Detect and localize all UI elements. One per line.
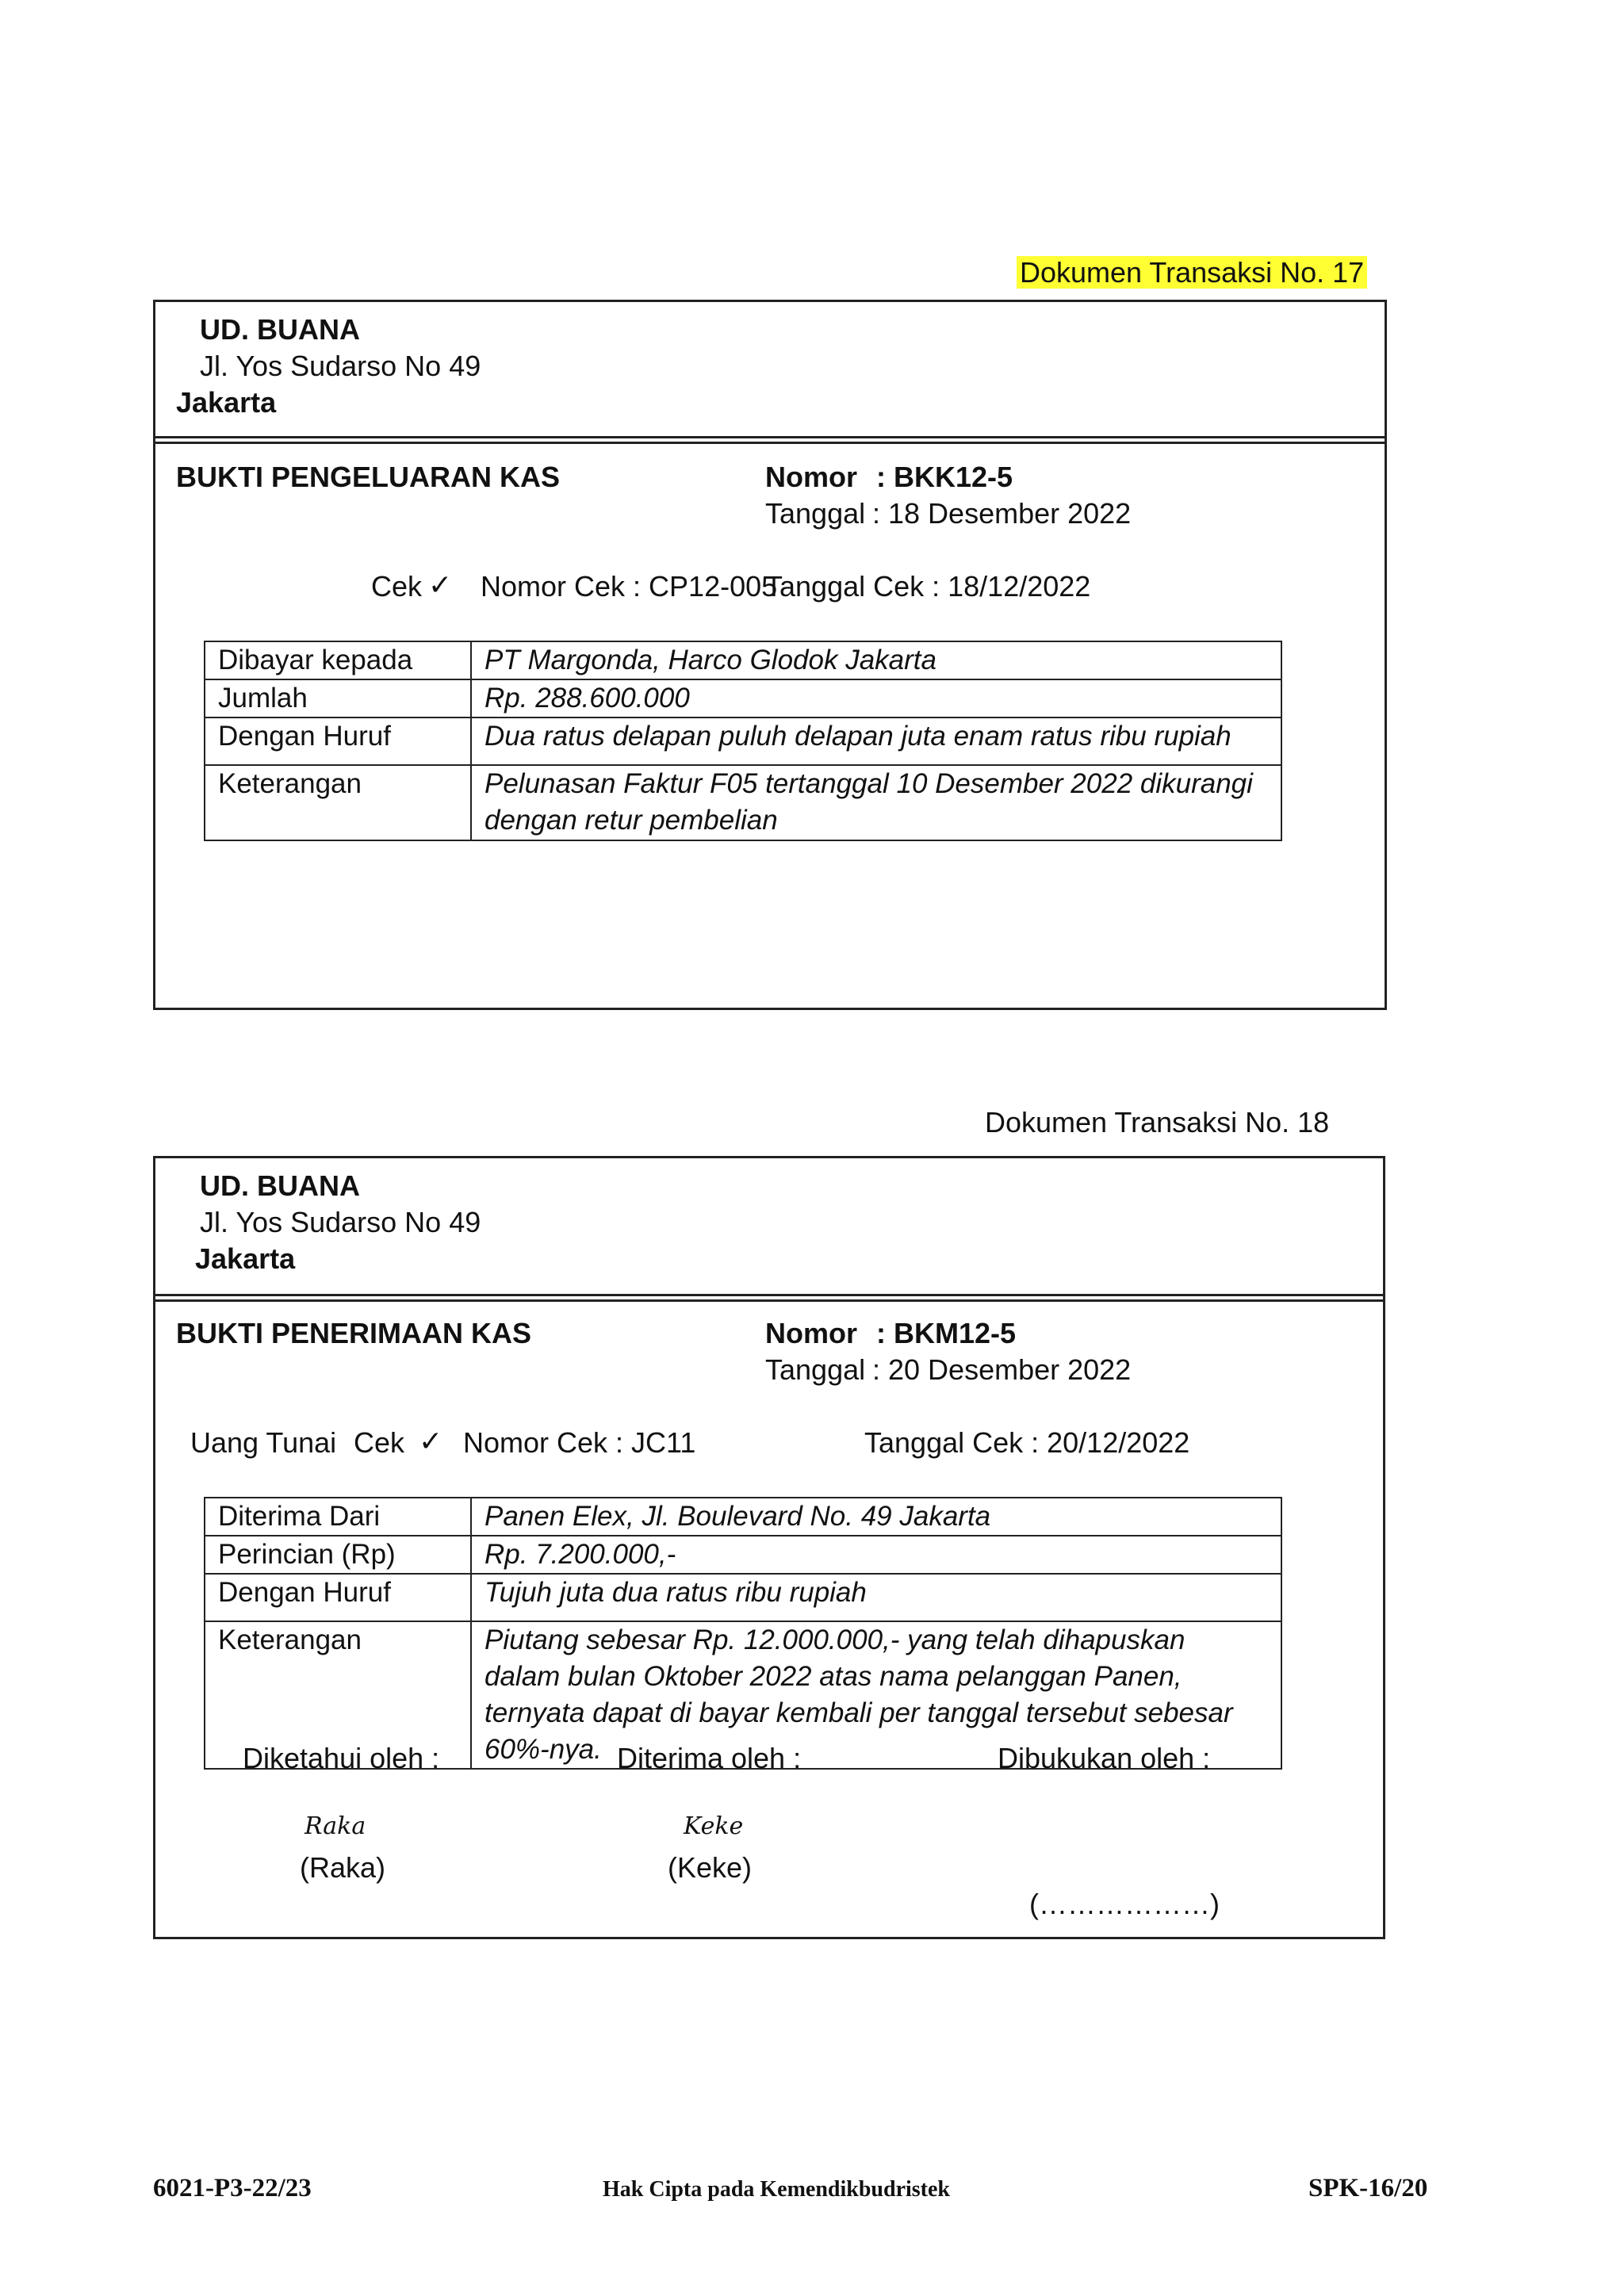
doc18-label: Dokumen Transaksi No. 18 [985, 1106, 1330, 1138]
doc17-city: Jakarta [176, 386, 277, 419]
doc17-tanggal-cek: Tanggal Cek : 18/12/2022 [765, 570, 1091, 603]
doc17-label-text: Dokumen Transaksi No. 17 [1017, 256, 1367, 289]
doc17-cek-label: Cek [371, 570, 423, 603]
doc17-label [1017, 255, 1367, 290]
diketahui-label: Diketahui oleh : [243, 1742, 440, 1774]
doc18-uang-tunai: Uang Tunai [190, 1426, 337, 1459]
doc18-row-value: Tujuh juta dua ratus ribu rupiah [471, 1574, 1281, 1621]
table-row [205, 765, 1281, 840]
doc17-row-label: Dibayar kepada [205, 641, 471, 679]
doc17-row-label: Keterangan [205, 765, 471, 840]
table-row [205, 1536, 1281, 1574]
doc17-row-label: Jumlah [205, 679, 471, 718]
doc18-nomor-label: Nomor [765, 1317, 857, 1349]
doc17-detail-table [204, 641, 1282, 841]
doc18-tanggal-cek: Tanggal Cek : 20/12/2022 [864, 1426, 1190, 1459]
footer-page: SPK-16/20 [1308, 2174, 1428, 2202]
doc18-row-value: Rp. 7.200.000,- [471, 1536, 1281, 1574]
doc18-tanggal-value: : 20 Desember 2022 [872, 1353, 1132, 1386]
doc18-row-label: Keterangan [205, 1621, 471, 1769]
footer-copyright: Hak Cipta pada Kemendikbudristek [603, 2177, 950, 2202]
signer-keke: (Keke) [668, 1851, 753, 1884]
doc17-divider-bottom [153, 442, 1387, 444]
table-row [205, 1574, 1281, 1621]
dibukukan-label: Dibukukan oleh : [998, 1742, 1211, 1774]
table-row [205, 641, 1281, 679]
doc18-divider-top [153, 1294, 1385, 1296]
doc17-nomor-cek: Nomor Cek : CP12-005 [481, 570, 778, 603]
doc17-tanggal-label: Tanggal [765, 497, 866, 530]
doc18-divider-bottom [153, 1299, 1385, 1302]
doc18-nomor-cek: Nomor Cek : JC11 [463, 1426, 696, 1459]
doc17-row-value: Rp. 288.600.000 [471, 679, 1281, 718]
doc18-check-icon: ✓ [419, 1425, 443, 1457]
doc18-nomor-value: : BKM12-5 [876, 1317, 1017, 1349]
table-row [205, 1498, 1281, 1536]
doc18-city: Jakarta [195, 1242, 296, 1275]
doc18-row-label: Perincian (Rp) [205, 1536, 471, 1574]
diterima-label: Diterima oleh : [617, 1742, 802, 1774]
doc17-nomor-value: : BKK12-5 [876, 461, 1013, 493]
table-row [205, 679, 1281, 718]
doc17-row-label: Dengan Huruf [205, 718, 471, 765]
footer-code: 6021-P3-22/23 [153, 2174, 312, 2202]
doc17-nomor-label: Nomor [765, 461, 857, 493]
doc18-tanggal-label: Tanggal [765, 1353, 866, 1386]
doc18-company: UD. BUANA [200, 1169, 360, 1202]
doc17-title: BUKTI PENGELUARAN KAS [176, 461, 561, 493]
signer-raka: (Raka) [300, 1851, 386, 1884]
doc17-company: UD. BUANA [200, 313, 360, 346]
signature-raka: Raka [304, 1812, 366, 1840]
doc17-divider-top [153, 436, 1387, 438]
table-row [205, 718, 1281, 765]
doc18-row-value: Piutang sebesar Rp. 12.000.000,- yang telah dihapuskan dalam bulan Oktober 2022 atas nama pelanggan Panen, ternyata dapat di bayar kembali per tanggal tersebut sebesar 60%-nya. [471, 1621, 1281, 1769]
doc18-row-label: Diterima Dari [205, 1498, 471, 1536]
doc18-address: Jl. Yos Sudarso No 49 [200, 1206, 481, 1238]
doc18-row-value: Panen Elex, Jl. Boulevard No. 49 Jakarta [471, 1498, 1281, 1536]
doc17-row-value: PT Margonda, Harco Glodok Jakarta [471, 641, 1281, 679]
doc18-cek-label: Cek [354, 1426, 405, 1459]
doc17-tanggal-value: : 18 Desember 2022 [872, 497, 1132, 530]
doc17-address: Jl. Yos Sudarso No 49 [200, 350, 481, 382]
doc18-title: BUKTI PENERIMAAN KAS [176, 1317, 532, 1349]
doc17-check-icon: ✓ [428, 568, 453, 601]
signer-placeholder: (………………) [1029, 1888, 1220, 1920]
doc18-row-label: Dengan Huruf [205, 1574, 471, 1621]
signature-keke: Keke [684, 1812, 744, 1840]
doc18-detail-table [204, 1497, 1282, 1770]
doc17-row-value: Dua ratus delapan puluh delapan juta enam ratus ribu rupiah [471, 718, 1281, 765]
doc17-row-value: Pelunasan Faktur F05 tertanggal 10 Desember 2022 dikurangi dengan retur pembelian [471, 765, 1281, 840]
